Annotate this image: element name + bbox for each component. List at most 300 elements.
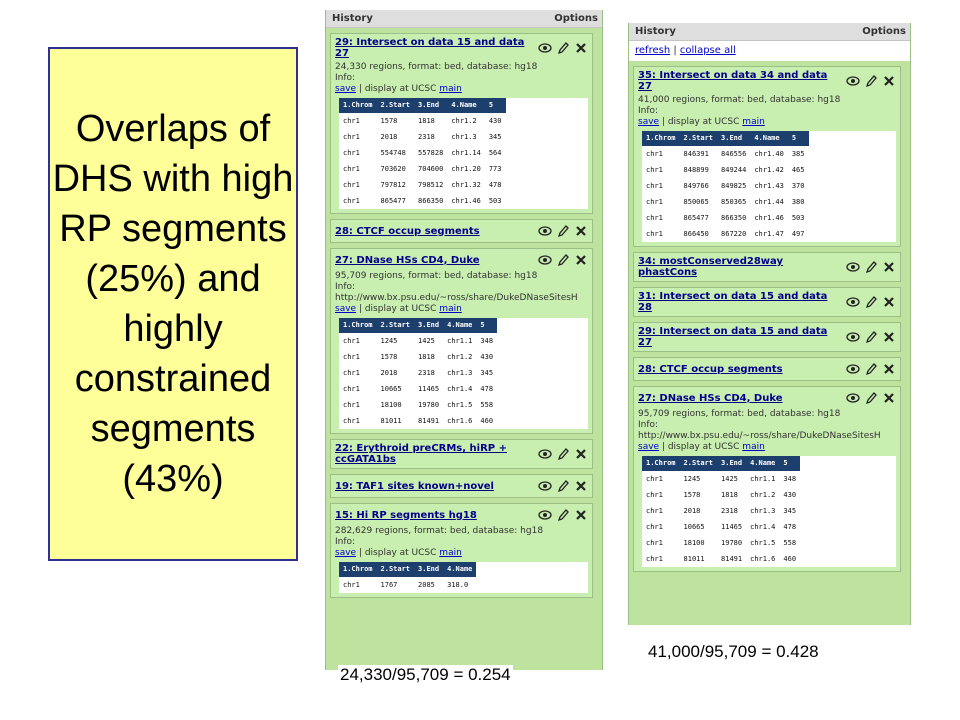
cell: 797812 <box>380 180 406 189</box>
dataset-info-summary: 95,709 regions, format: bed, database: hg18 <box>335 271 538 281</box>
delete-icon[interactable] <box>882 74 896 88</box>
dataset-peek <box>642 456 896 567</box>
delete-icon[interactable] <box>882 362 896 376</box>
dataset-15 <box>330 503 593 598</box>
cell: 19780 <box>721 538 743 547</box>
options-menu[interactable]: Options <box>554 13 598 24</box>
col-header: 1.Chrom <box>339 98 377 113</box>
pencil-icon[interactable] <box>556 447 570 461</box>
cell: 19780 <box>418 400 440 409</box>
cell: 1767 <box>380 580 398 589</box>
cell: chr1 <box>646 197 663 206</box>
col-header: 4.Name <box>447 98 485 113</box>
eye-icon[interactable] <box>846 74 860 88</box>
cell: 850065 <box>683 197 709 206</box>
cell: chr1.1 <box>750 474 776 483</box>
cell: 849766 <box>683 181 709 190</box>
dataset-27 <box>633 386 901 572</box>
cell: 865477 <box>380 196 406 205</box>
display-text: | display at UCSC <box>356 84 440 94</box>
cell: chr1.4 <box>750 522 776 531</box>
pencil-icon[interactable] <box>556 479 570 493</box>
dataset-title[interactable]: 27: DNase HSs CD4, Duke <box>638 392 783 404</box>
cell: 866450 <box>683 229 709 238</box>
refresh-link[interactable]: refresh <box>635 45 671 56</box>
col-header: 2.Start <box>377 562 415 577</box>
dataset-title-bar[interactable] <box>634 323 900 351</box>
delete-icon[interactable] <box>574 479 588 493</box>
cell: chr1.5 <box>447 400 473 409</box>
table-row <box>339 333 497 349</box>
save-link[interactable]: save <box>638 117 660 127</box>
dataset-body <box>331 271 592 433</box>
col-header: 2.Start <box>377 98 415 113</box>
eye-icon[interactable] <box>538 508 552 522</box>
table-row <box>339 113 506 129</box>
callout-text: Overlaps of DHS with high RP segments (25%) and highly constrained segments (43%) <box>52 108 294 500</box>
dataset-body <box>634 95 900 246</box>
dataset-29 <box>330 33 593 214</box>
eye-icon[interactable] <box>538 479 552 493</box>
main-link[interactable]: main <box>742 117 765 127</box>
dataset-actions <box>335 548 588 559</box>
cell: 385 <box>791 149 805 158</box>
dataset-22 <box>330 439 593 469</box>
table-row <box>339 397 497 413</box>
ratio-right: 41,000/95,709 = 0.428 <box>648 642 819 661</box>
history-links <box>629 41 910 61</box>
dataset-info-label: Info: <box>335 73 356 83</box>
cell: chr1 <box>343 416 360 425</box>
main-link[interactable]: main <box>742 442 765 452</box>
cell: 866350 <box>721 213 747 222</box>
delete-icon[interactable] <box>882 391 896 405</box>
table-row <box>339 145 506 161</box>
cell: chr1 <box>646 522 663 531</box>
cell: 430 <box>488 116 502 125</box>
dataset-icons <box>538 447 588 461</box>
table-row <box>339 365 497 381</box>
history-title: History <box>635 26 676 37</box>
table-row <box>642 551 800 567</box>
cell: chr1.6 <box>750 554 776 563</box>
table-row <box>642 226 809 242</box>
dataset-info-summary: 41,000 regions, format: bed, database: hg18 <box>638 95 841 105</box>
dataset-title[interactable]: 19: TAF1 sites known+novel <box>335 480 494 492</box>
cell: chr1 <box>343 384 360 393</box>
cell: 798512 <box>418 180 444 189</box>
dataset-title-bar[interactable] <box>634 67 900 95</box>
cell: 81011 <box>380 416 402 425</box>
history-header <box>629 23 910 41</box>
col-header: 1.Chrom <box>339 318 377 333</box>
dataset-title-bar[interactable] <box>331 440 592 468</box>
cell: 478 <box>488 180 502 189</box>
cell: 2018 <box>380 132 398 141</box>
cell: chr1 <box>646 165 663 174</box>
cell: chr1 <box>646 554 663 563</box>
cell: 430 <box>783 490 797 499</box>
main-link[interactable]: main <box>439 304 462 314</box>
table-row <box>339 349 497 365</box>
dataset-icons <box>846 74 896 88</box>
cell: 564 <box>488 148 502 157</box>
dataset-info-url: http://www.bx.psu.edu/~ross/share/DukeDNaseSitesH <box>638 431 881 441</box>
main-link[interactable]: main <box>439 548 462 558</box>
pencil-icon[interactable] <box>556 508 570 522</box>
cell: 703620 <box>380 164 406 173</box>
col-header: 5 <box>788 131 809 146</box>
options-menu[interactable]: Options <box>862 26 906 37</box>
save-link[interactable]: save <box>335 84 357 94</box>
cell: 2318 <box>721 506 738 515</box>
dataset-info-summary: 24,330 regions, format: bed, database: hg18 <box>335 62 538 72</box>
cell: 704600 <box>418 164 444 173</box>
col-header: 2.Start <box>377 318 415 333</box>
summary-callout <box>48 47 298 561</box>
table-row <box>642 487 800 503</box>
dataset-title[interactable]: 31: Intersect on data 15 and data 28 <box>638 291 828 313</box>
cell: chr1.14 <box>451 148 481 157</box>
dataset-title-bar[interactable] <box>634 387 900 409</box>
table-row <box>339 193 506 209</box>
pencil-icon[interactable] <box>864 260 878 274</box>
cell: 2018 <box>683 506 701 515</box>
col-header: 3.End <box>414 98 447 113</box>
table-row <box>642 535 800 551</box>
dataset-title-bar[interactable] <box>634 358 900 380</box>
cell: 10665 <box>380 384 402 393</box>
cell: 1818 <box>721 490 738 499</box>
cell: chr1.3 <box>447 368 473 377</box>
delete-icon[interactable] <box>882 295 896 309</box>
display-text: | display at UCSC <box>659 442 743 452</box>
cell: 503 <box>791 213 805 222</box>
history-panel-right <box>628 23 911 625</box>
col-header: 1.Chrom <box>339 562 377 577</box>
col-header: 5 <box>485 98 506 113</box>
cell: chr1.46 <box>754 213 784 222</box>
cell: chr1.40 <box>754 149 784 158</box>
dataset-title[interactable]: 27: DNase HSs CD4, Duke <box>335 254 480 266</box>
dataset-icons <box>846 295 896 309</box>
eye-icon[interactable] <box>846 260 860 274</box>
cell: 2085 <box>418 580 435 589</box>
cell: 554748 <box>380 148 406 157</box>
cell: 11465 <box>418 384 440 393</box>
cell: 18100 <box>380 400 402 409</box>
col-header: 2.Start <box>680 456 718 471</box>
cell: chr1 <box>646 213 663 222</box>
cell: 11465 <box>721 522 743 531</box>
pencil-icon[interactable] <box>556 253 570 267</box>
col-header: 2.Start <box>680 131 718 146</box>
cell: 846391 <box>683 149 709 158</box>
cell: 1425 <box>418 336 435 345</box>
dataset-title[interactable]: 22: Erythroid preCRMs, hiRP + ccGATA1bs <box>335 443 507 465</box>
cell: chr1.3 <box>451 132 477 141</box>
cell: chr1 <box>343 368 360 377</box>
cell: chr1.1 <box>447 336 473 345</box>
dataset-icons <box>538 508 588 522</box>
cell: 370 <box>791 181 805 190</box>
dataset-title[interactable]: 29: Intersect on data 15 and data 27 <box>638 326 828 348</box>
eye-icon[interactable] <box>538 224 552 238</box>
cell: 18100 <box>683 538 705 547</box>
dataset-info-label: Info: <box>638 420 659 430</box>
table-row <box>642 210 809 226</box>
cell: 849244 <box>721 165 747 174</box>
dataset-title-bar[interactable] <box>634 288 900 316</box>
cell: chr1.20 <box>451 164 481 173</box>
cell: 1245 <box>380 336 398 345</box>
cell: chr1.2 <box>750 490 776 499</box>
dataset-icons <box>846 260 896 274</box>
dataset-title-bar[interactable] <box>331 475 592 497</box>
cell: 1818 <box>418 116 435 125</box>
cell: 345 <box>480 368 494 377</box>
dataset-info-label: Info: <box>335 282 356 292</box>
cell: chr1 <box>343 116 360 125</box>
cell: 1245 <box>683 474 701 483</box>
peek-table <box>642 131 809 242</box>
cell: 345 <box>783 506 797 515</box>
dataset-actions <box>638 117 896 128</box>
display-text: | display at UCSC <box>356 304 440 314</box>
display-text: | display at UCSC <box>356 548 440 558</box>
table-row <box>339 177 506 193</box>
cell: 348 <box>480 336 494 345</box>
cell: chr1 <box>343 164 360 173</box>
dataset-title-bar[interactable] <box>634 253 900 281</box>
cell: chr1.47 <box>754 229 784 238</box>
cell: 465 <box>791 165 805 174</box>
cell: chr1.2 <box>451 116 477 125</box>
cell: 2018 <box>380 368 398 377</box>
dataset-actions <box>335 84 588 95</box>
save-link[interactable]: save <box>335 304 357 314</box>
peek-table <box>642 456 800 567</box>
cell: chr1.32 <box>451 180 481 189</box>
dataset-27 <box>330 248 593 434</box>
eye-icon[interactable] <box>846 330 860 344</box>
eye-icon[interactable] <box>538 41 552 55</box>
dataset-35 <box>633 66 901 247</box>
save-link[interactable]: save <box>638 442 660 452</box>
cell: 478 <box>480 384 494 393</box>
dataset-title-bar[interactable] <box>331 504 592 526</box>
cell: chr1 <box>646 506 663 515</box>
peek-table <box>339 318 497 429</box>
table-row <box>642 146 809 162</box>
dataset-icons <box>846 391 896 405</box>
cell: chr1.43 <box>754 181 784 190</box>
col-header: 4.Name <box>443 562 476 577</box>
cell: chr1 <box>646 149 663 158</box>
cell: chr1 <box>343 180 360 189</box>
cell: 866350 <box>418 196 444 205</box>
table-row <box>642 503 800 519</box>
cell: 345 <box>488 132 502 141</box>
peek-table <box>339 98 506 209</box>
delete-icon[interactable] <box>882 260 896 274</box>
cell: 557828 <box>418 148 444 157</box>
col-header: 5 <box>476 318 497 333</box>
col-header: 5 <box>779 456 800 471</box>
cell: 1578 <box>683 490 701 499</box>
dataset-title[interactable]: 29: Intersect on data 15 and data 27 <box>335 37 525 59</box>
delete-icon[interactable] <box>574 447 588 461</box>
col-header: 3.End <box>717 456 746 471</box>
cell: chr1 <box>343 580 360 589</box>
dataset-title[interactable]: 15: Hi RP segments hg18 <box>335 509 477 521</box>
dataset-title[interactable]: 34: mostConserved28way phastCons <box>638 256 783 278</box>
dataset-peek <box>339 562 588 593</box>
eye-icon[interactable] <box>538 253 552 267</box>
cell: 380 <box>791 197 805 206</box>
cell: 81011 <box>683 554 705 563</box>
cell: 850365 <box>721 197 747 206</box>
cell: 848899 <box>683 165 709 174</box>
cell: chr1 <box>646 538 663 547</box>
eye-icon[interactable] <box>846 362 860 376</box>
col-header: 4.Name <box>746 456 779 471</box>
dataset-info-url: http://www.bx.psu.edu/~ross/share/DukeDNaseSitesH <box>335 293 578 303</box>
delete-icon[interactable] <box>574 224 588 238</box>
dataset-title[interactable]: 35: Intersect on data 34 and data 27 <box>638 70 828 92</box>
pencil-icon[interactable] <box>864 74 878 88</box>
cell: 849825 <box>721 181 747 190</box>
cell: 478 <box>783 522 797 531</box>
dataset-28 <box>633 357 901 381</box>
dataset-icons <box>846 330 896 344</box>
dataset-icons <box>538 253 588 267</box>
dataset-body <box>331 526 592 597</box>
cell: chr1 <box>646 490 663 499</box>
pencil-icon[interactable] <box>864 391 878 405</box>
cell: 1578 <box>380 352 398 361</box>
cell: 460 <box>783 554 797 563</box>
cell: 558 <box>783 538 797 547</box>
col-header: 1.Chrom <box>642 131 680 146</box>
dataset-icons <box>846 362 896 376</box>
cell: 1818 <box>418 352 435 361</box>
delete-icon[interactable] <box>574 41 588 55</box>
dataset-28 <box>330 219 593 243</box>
dataset-title-bar[interactable] <box>331 34 592 62</box>
eye-icon[interactable] <box>538 447 552 461</box>
cell: chr1 <box>646 474 663 483</box>
pencil-icon[interactable] <box>864 295 878 309</box>
table-row <box>339 413 497 429</box>
dataset-body <box>331 62 592 213</box>
dataset-34 <box>633 252 901 282</box>
dataset-31 <box>633 287 901 317</box>
col-header: 4.Name <box>443 318 476 333</box>
history-panel-left <box>325 10 603 670</box>
col-header: 3.End <box>717 131 750 146</box>
col-header: 1.Chrom <box>642 456 680 471</box>
cell: chr1.3 <box>750 506 776 515</box>
table-row <box>642 519 800 535</box>
collapse-all-link[interactable]: collapse all <box>679 45 736 56</box>
col-header: 3.End <box>414 318 443 333</box>
dataset-peek <box>642 131 896 242</box>
delete-icon[interactable] <box>574 253 588 267</box>
link-separator: | <box>670 45 680 56</box>
pencil-icon[interactable] <box>864 330 878 344</box>
cell: 503 <box>488 196 502 205</box>
cell: chr1 <box>343 132 360 141</box>
cell: 773 <box>488 164 502 173</box>
cell: chr1.46 <box>451 196 481 205</box>
dataset-info-summary: 95,709 regions, format: bed, database: hg18 <box>638 409 841 419</box>
dataset-info-summary: 282,629 regions, format: bed, database: hg18 <box>335 526 544 536</box>
delete-icon[interactable] <box>882 330 896 344</box>
dataset-icons <box>538 479 588 493</box>
cell: chr1.2 <box>447 352 473 361</box>
cell: chr1.6 <box>447 416 473 425</box>
table-row <box>339 381 497 397</box>
cell: chr1 <box>343 148 360 157</box>
dataset-title-bar[interactable] <box>331 220 592 242</box>
table-row <box>642 162 809 178</box>
cell: 348 <box>783 474 797 483</box>
dataset-icons <box>538 41 588 55</box>
cell: chr1 <box>343 400 360 409</box>
col-header: 4.Name <box>750 131 788 146</box>
cell: 460 <box>480 416 494 425</box>
cell: 1578 <box>380 116 398 125</box>
history-title: History <box>332 13 373 24</box>
table-row <box>642 471 800 487</box>
cell: chr1 <box>343 196 360 205</box>
cell: 2318 <box>418 368 435 377</box>
cell: 430 <box>480 352 494 361</box>
cell: chr1.5 <box>750 538 776 547</box>
pencil-icon[interactable] <box>556 224 570 238</box>
cell: chr1 <box>646 181 663 190</box>
save-link[interactable]: save <box>335 548 357 558</box>
cell: chr1.44 <box>754 197 784 206</box>
dataset-title-bar[interactable] <box>331 249 592 271</box>
dataset-29 <box>633 322 901 352</box>
cell: 846556 <box>721 149 747 158</box>
delete-icon[interactable] <box>574 508 588 522</box>
cell: 2318 <box>418 132 435 141</box>
cell: 81491 <box>418 416 440 425</box>
eye-icon[interactable] <box>846 391 860 405</box>
cell: chr1 <box>646 229 663 238</box>
pencil-icon[interactable] <box>864 362 878 376</box>
dataset-title[interactable]: 28: CTCF occup segments <box>638 363 783 375</box>
dataset-peek <box>339 98 588 209</box>
table-row <box>642 194 809 210</box>
pencil-icon[interactable] <box>556 41 570 55</box>
table-row <box>339 161 506 177</box>
ratio-left: 24,330/95,709 = 0.254 <box>340 665 511 684</box>
cell: chr1.4 <box>447 384 473 393</box>
dataset-title[interactable]: 28: CTCF occup segments <box>335 225 480 237</box>
table-row <box>339 577 476 593</box>
main-link[interactable]: main <box>439 84 462 94</box>
table-row <box>642 178 809 194</box>
cell: 865477 <box>683 213 709 222</box>
display-text: | display at UCSC <box>659 117 743 127</box>
cell: 1425 <box>721 474 738 483</box>
eye-icon[interactable] <box>846 295 860 309</box>
cell: 497 <box>791 229 805 238</box>
